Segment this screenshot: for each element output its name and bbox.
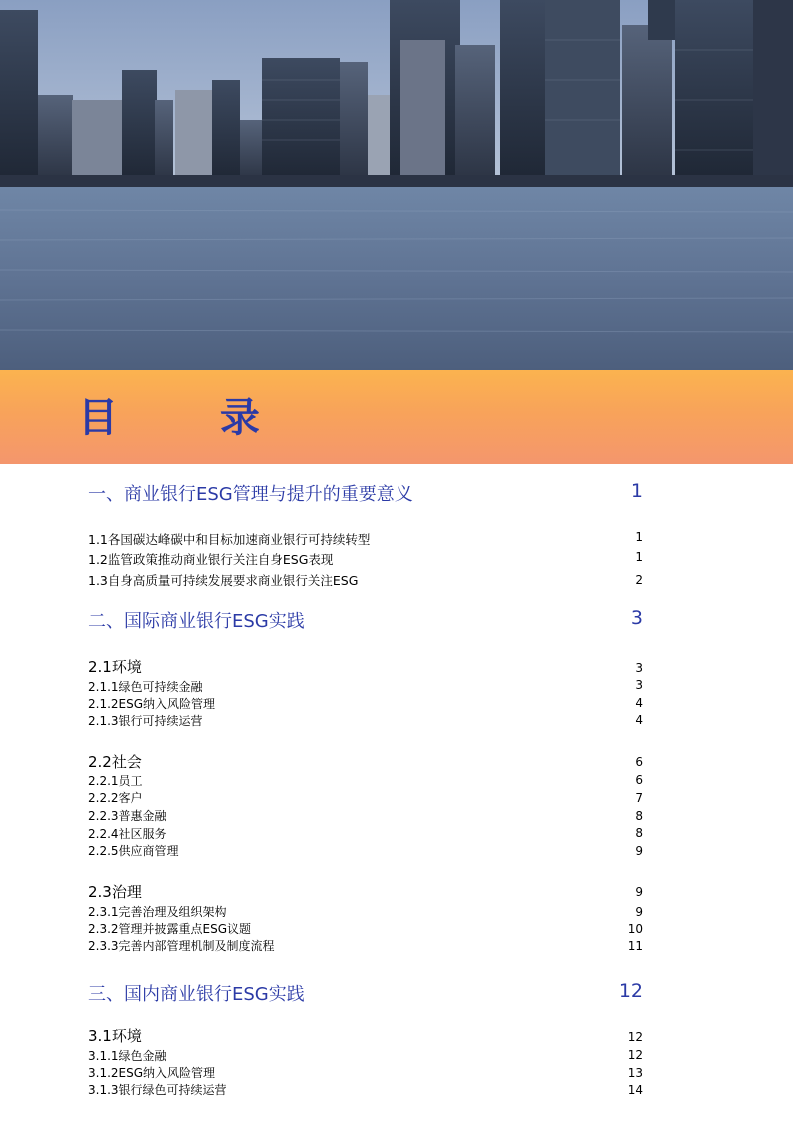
toc-item-1-3[interactable]: 1.3自身高质量可持续发展要求商业银行关注ESG xyxy=(88,573,359,588)
toc-item-3-1-1[interactable]: 3.1.1绿色金融 xyxy=(88,1049,167,1063)
toc-item-2-2[interactable]: 2.2社会 xyxy=(88,753,142,771)
toc-page-number: 4 xyxy=(635,713,643,727)
toc-section-3[interactable]: 三、国内商业银行ESG实践 xyxy=(88,984,305,1005)
toc-section-2[interactable]: 二、国际商业银行ESG实践 xyxy=(88,611,305,632)
toc-page-number: 1 xyxy=(635,550,643,564)
toc-item-2-1-2[interactable]: 2.1.2ESG纳入风险管理 xyxy=(88,697,216,711)
toc-item-2-2-2[interactable]: 2.2.2客户 xyxy=(88,791,143,805)
toc-item-2-2-4[interactable]: 2.2.4社区服务 xyxy=(88,827,167,841)
toc-item-2-3-3[interactable]: 2.3.3完善内部管理机制及制度流程 xyxy=(88,939,275,953)
toc-item-3-1-3[interactable]: 3.1.3银行绿色可持续运营 xyxy=(88,1083,227,1097)
toc-banner xyxy=(0,370,793,464)
page-title: 目 录 xyxy=(78,395,304,441)
toc-item-1-1[interactable]: 1.1各国碳达峰碳中和目标加速商业银行可持续转型 xyxy=(88,532,371,547)
toc-page-number: 9 xyxy=(635,844,643,858)
toc-page-number: 14 xyxy=(627,1083,643,1097)
toc-page-number: 3 xyxy=(630,607,643,629)
toc-page-number: 3 xyxy=(635,661,643,675)
toc-item-3-1[interactable]: 3.1环境 xyxy=(88,1027,142,1045)
toc-page-number: 7 xyxy=(635,791,643,805)
toc-page-number: 4 xyxy=(635,696,643,710)
toc-item-2-1-3[interactable]: 2.1.3银行可持续运营 xyxy=(88,714,203,728)
toc-page-number: 13 xyxy=(627,1066,643,1080)
toc-page-number: 9 xyxy=(635,885,643,899)
toc-page-number: 8 xyxy=(635,826,643,840)
toc-page-number: 6 xyxy=(635,755,643,769)
city-skyline-image xyxy=(0,0,793,370)
toc-page-number: 2 xyxy=(635,573,643,587)
toc-page-number: 3 xyxy=(635,678,643,692)
toc-page-number: 8 xyxy=(635,809,643,823)
toc-page-number: 10 xyxy=(627,922,643,936)
toc-page-number: 6 xyxy=(635,773,643,787)
toc-item-2-3-1[interactable]: 2.3.1完善治理及组织架构 xyxy=(88,905,227,919)
toc-item-2-2-5[interactable]: 2.2.5供应商管理 xyxy=(88,844,179,858)
toc-item-1-2[interactable]: 1.2监管政策推动商业银行关注自身ESG表现 xyxy=(88,552,334,567)
toc-item-2-3-2[interactable]: 2.3.2管理并披露重点ESG议题 xyxy=(88,922,252,936)
toc-page-number: 1 xyxy=(635,530,643,544)
toc-page-number: 11 xyxy=(627,939,643,953)
toc-item-2-1[interactable]: 2.1环境 xyxy=(88,658,142,676)
cover-photo xyxy=(0,0,793,370)
toc-item-2-2-3[interactable]: 2.2.3普惠金融 xyxy=(88,809,167,823)
toc-item-2-3[interactable]: 2.3治理 xyxy=(88,883,142,901)
toc-item-2-2-1[interactable]: 2.2.1员工 xyxy=(88,774,143,788)
toc-page-number: 9 xyxy=(635,905,643,919)
toc-page-number: 12 xyxy=(627,1030,643,1044)
toc-section-1[interactable]: 一、商业银行ESG管理与提升的重要意义 xyxy=(88,484,413,505)
toc-item-2-1-1[interactable]: 2.1.1绿色可持续金融 xyxy=(88,680,203,694)
toc-page-number: 1 xyxy=(630,480,643,502)
toc-page-number: 12 xyxy=(618,980,643,1002)
toc-item-3-1-2[interactable]: 3.1.2ESG纳入风险管理 xyxy=(88,1066,216,1080)
toc-page-number: 12 xyxy=(627,1048,643,1062)
